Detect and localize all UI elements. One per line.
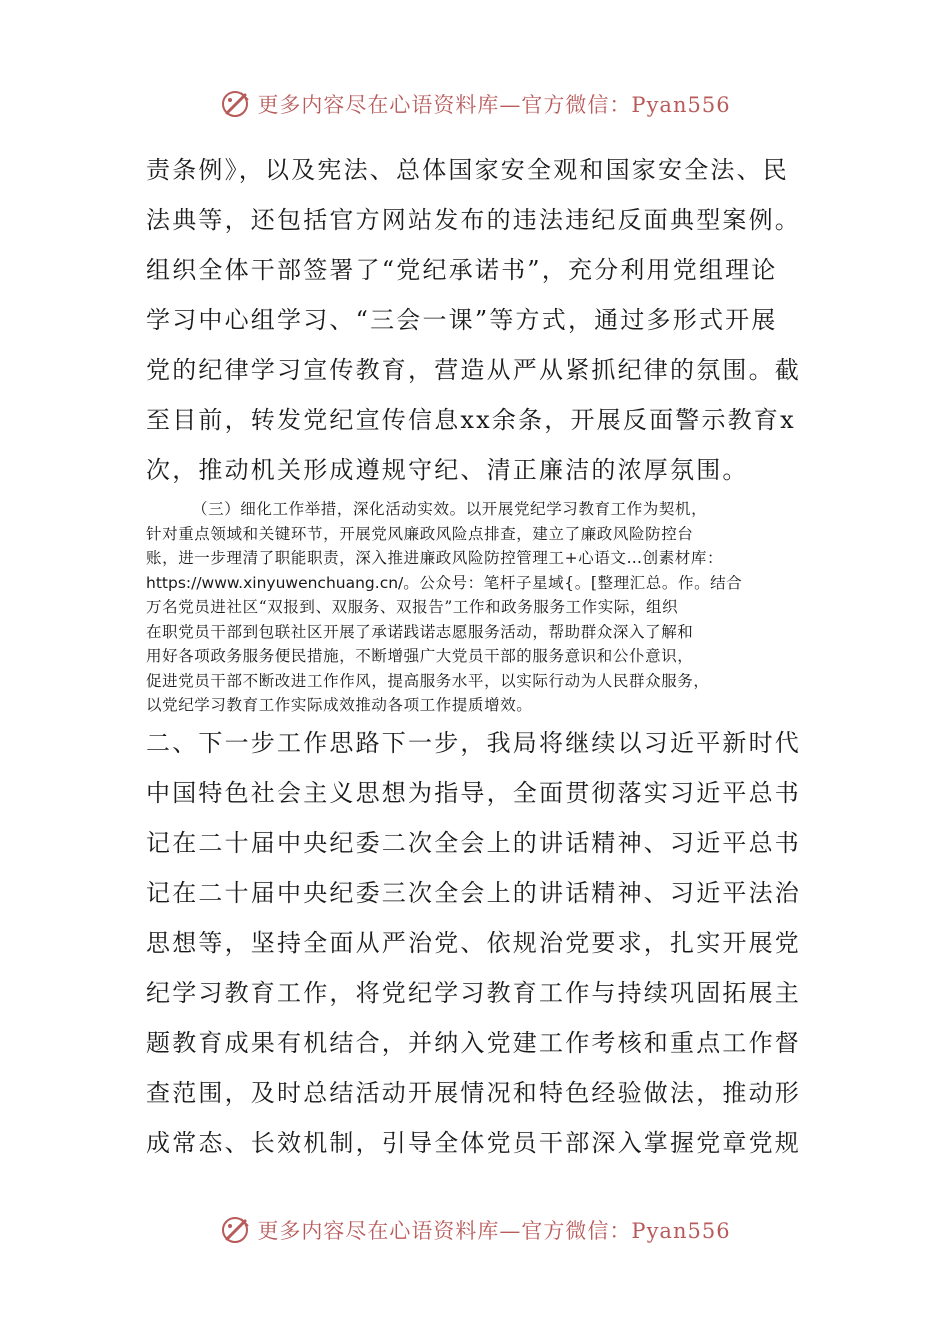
- text-line: 组织全体干部签署了“党纪承诺书”，充分利用党组理论: [146, 256, 778, 284]
- website-url-link[interactable]: https://www.xinyuwenchuang.cn/: [146, 573, 404, 592]
- text-line: 党的纪律学习宣传教育，营造从严从紧抓纪律的氛围。截: [146, 356, 801, 384]
- pen-circle-logo-icon: [219, 87, 253, 121]
- small-text-line: 针对重点领域和关键环节，开展党风廉政风险点排查，建立了廉政风险防控台: [146, 524, 694, 543]
- text-line: 二、下一步工作思路下一步，我局将继续以习近平新时代: [146, 729, 801, 757]
- text-line: 至目前，转发党纪宣传信息xx余条，开展反面警示教育x: [146, 406, 796, 434]
- pen-circle-logo-icon: [219, 1213, 253, 1247]
- text-line: 成常态、长效机制，引导全体党员干部深入掌握党章党规: [146, 1129, 801, 1157]
- header-banner-text: 更多内容尽在心语资料库—官方微信：Pyan556: [257, 93, 731, 117]
- footer-banner: [0, 1208, 950, 1252]
- text-line: 法典等，还包括官方网站发布的违法违纪反面典型案例。: [146, 206, 801, 234]
- text-line: 责条例》，以及宪法、总体国家安全观和国家安全法、民: [146, 156, 789, 184]
- text-line: 思想等，坚持全面从严治党、依规治党要求，扎实开展党: [146, 929, 801, 957]
- text-line: 查范围，及时总结活动开展情况和特色经验做法，推动形: [146, 1079, 801, 1107]
- small-text-line: 以党纪学习教育工作实际成效推动各项工作提质增效。: [146, 696, 533, 714]
- small-text-line: （三）细化工作举措，深化活动实效。以开展党纪学习教育工作为契机，: [192, 500, 708, 518]
- paragraph-small: [146, 497, 810, 718]
- small-text-line: 用好各项政务服务便民措施，不断增强广大党员干部的服务意识和公仆意识，: [146, 647, 694, 665]
- paragraph-bottom: [146, 718, 811, 1168]
- paragraph-top: [146, 145, 811, 495]
- small-text-line: 万名党员进社区“双报到、双服务、双报告”工作和政务服务工作实际，组织: [146, 598, 679, 616]
- text-line: 中国特色社会主义思想为指导，全面贯彻落实习近平总书: [146, 779, 801, 807]
- text-line: 记在二十届中央纪委三次全会上的讲话精神、习近平法治: [146, 879, 801, 907]
- text-line: 记在二十届中央纪委二次全会上的讲话精神、习近平总书: [146, 829, 801, 857]
- footer-banner-text: 更多内容尽在心语资料库—官方微信：Pyan556: [257, 1219, 731, 1243]
- text-line: 次，推动机关形成遵规守纪、清正廉洁的浓厚氛围。: [146, 456, 749, 484]
- header-banner: [0, 82, 950, 126]
- small-text-line-with-url: [146, 571, 810, 596]
- small-text-line: 账，进一步理清了职能职责，深入推进廉政风险防控管理工+心语文…创素材库：: [146, 549, 724, 567]
- text-line: 学习中心组学习、“三会一课”等方式，通过多形式开展: [146, 306, 778, 334]
- small-text-line: 促进党员干部不断改进工作作风，提高服务水平，以实际行动为人民群众服务，: [146, 671, 710, 690]
- text-line: 纪学习教育工作，将党纪学习教育工作与持续巩固拓展主: [146, 979, 801, 1007]
- small-text-fragment: 。公众号：笔杆子星域{。[整理汇总。作。结合: [403, 573, 743, 592]
- text-line: 题教育成果有机结合，并纳入党建工作考核和重点工作督: [146, 1029, 801, 1057]
- small-text-line: 在职党员干部到包联社区开展了承诺践诺志愿服务活动，帮助群众深入了解和: [146, 622, 694, 641]
